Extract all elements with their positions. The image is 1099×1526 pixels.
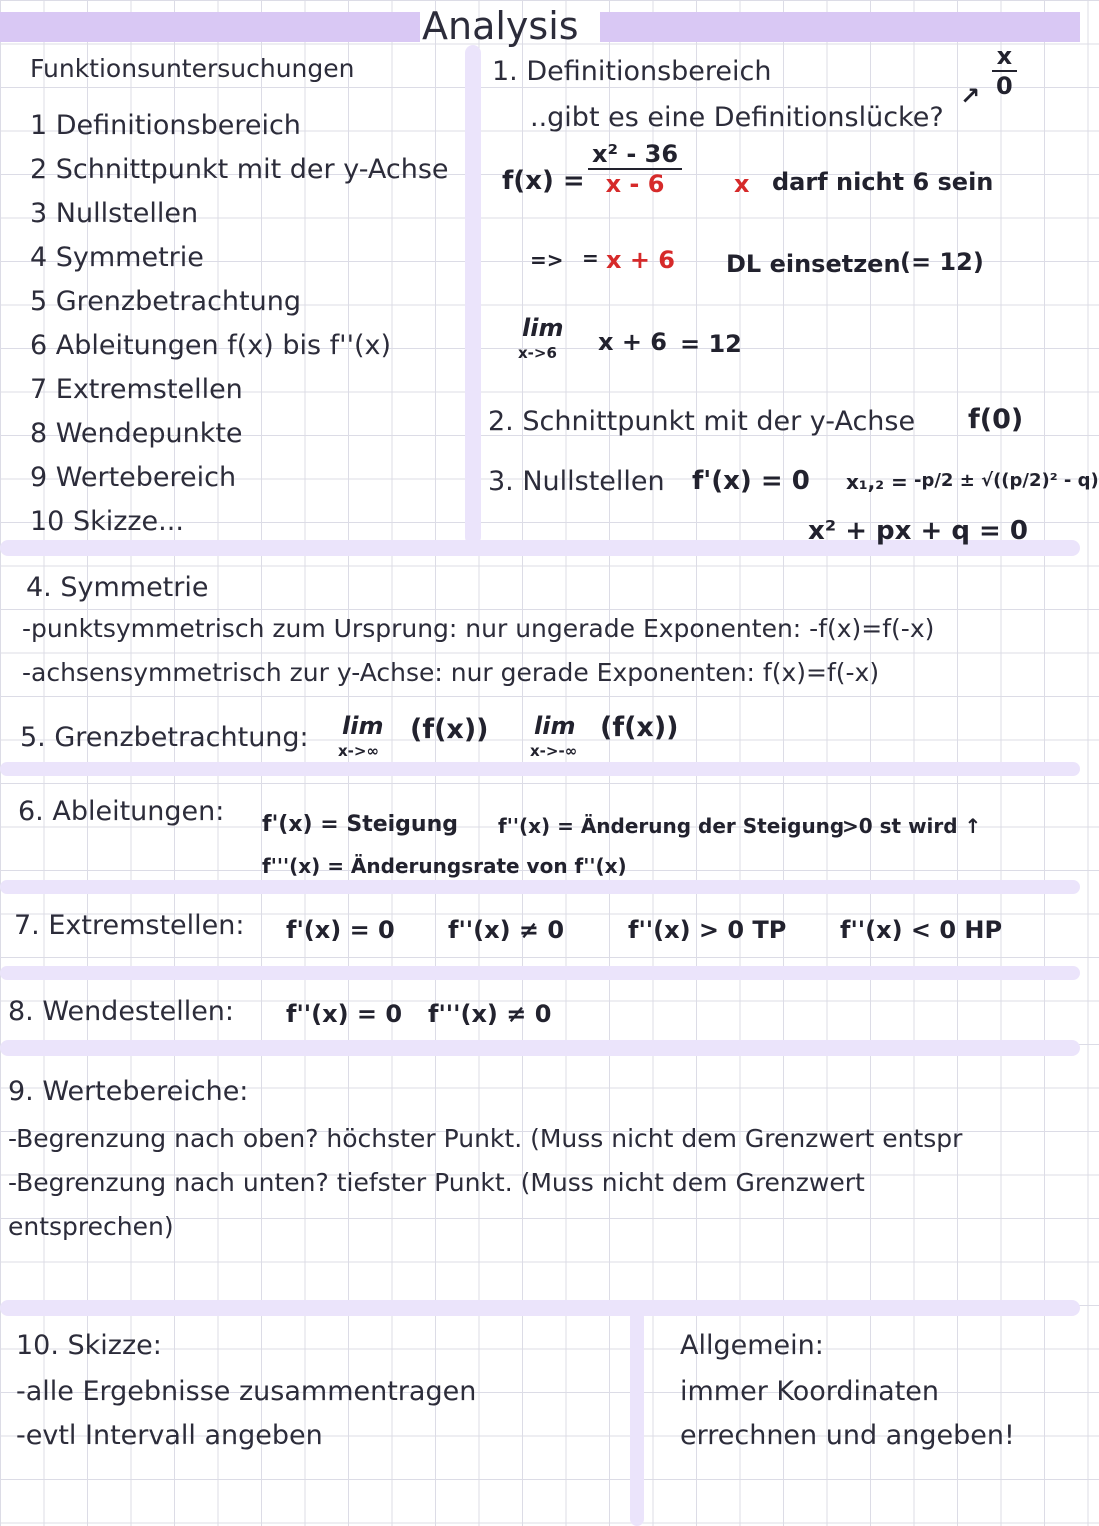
ableitung-second-note: >0 st wird ↑ <box>842 814 982 838</box>
allgemein-heading: Allgemein: <box>680 1330 824 1361</box>
list-item: 3 Nullstellen <box>30 198 199 229</box>
grenz-band <box>0 762 1080 776</box>
nullstellen-condition: f'(x) = 0 <box>692 466 810 496</box>
grenz-sub-1: x->∞ <box>338 742 379 760</box>
pq-rhs: -p/2 ± √((p/2)² - q) <box>914 470 1099 491</box>
extrem-cond-2: f''(x) ≠ 0 <box>448 916 565 944</box>
function-label: f(x) = <box>502 166 585 196</box>
extrem-heading: 7. Extremstellen: <box>14 910 245 941</box>
dl-einsetzen: DL einsetzen <box>726 250 901 278</box>
allgemein-line-1: immer Koordinaten <box>680 1376 940 1407</box>
grenz-sub-2: x->-∞ <box>530 742 578 760</box>
title-highlight-right <box>600 12 1080 42</box>
ableitungen-heading: 6. Ableitungen: <box>18 796 225 827</box>
list-item: 4 Symmetrie <box>30 242 204 273</box>
left-list-heading: Funktionsuntersuchungen <box>30 54 355 83</box>
werte-line-2: -Begrenzung nach unten? tiefster Punkt. (Muss nicht dem Grenzwert <box>8 1168 865 1197</box>
normal-form: x² + px + q = 0 <box>808 516 1028 546</box>
simplified-term: x + 6 <box>606 246 675 274</box>
list-item: 9 Wertebereich <box>30 462 237 493</box>
skizze-line-1: -alle Ergebnisse zusammentragen <box>16 1376 477 1407</box>
definition-question: ..gibt es eine Definitionslücke? <box>530 102 944 133</box>
wende-cond-1: f''(x) = 0 <box>286 1000 403 1028</box>
symmetrie-line-1: -punktsymmetrisch zum Ursprung: nur ungerade Exponenten: -f(x)=f(-x) <box>22 614 935 643</box>
divider-horizontal-2 <box>0 1040 1080 1056</box>
list-item: 8 Wendepunkte <box>30 418 243 449</box>
limit-expr: x + 6 <box>598 328 667 356</box>
schnittpunkt-formula: f(0) <box>968 404 1024 435</box>
corner-frac-den: 0 <box>996 72 1013 100</box>
list-item: 6 Ableitungen f(x) bis f''(x) <box>30 330 392 361</box>
numerator: x² - 36 <box>588 140 682 170</box>
x-mark: x <box>734 170 750 198</box>
limit-sub: x->6 <box>518 344 557 362</box>
equals-sign: = <box>582 246 599 270</box>
werte-line-1: -Begrenzung nach oben? höchster Punkt. (Muss nicht dem Grenzwert entspr <box>8 1124 963 1153</box>
wende-band <box>0 966 1080 980</box>
werte-line-3: entsprechen) <box>8 1212 174 1241</box>
ableitung-first: f'(x) = Steigung <box>262 812 459 837</box>
extrem-band <box>0 880 1080 894</box>
corner-fraction <box>992 42 1017 100</box>
pq-lhs: x₁,₂ = <box>846 470 908 494</box>
symmetrie-line-2: -achsensymmetrisch zur y-Achse: nur gerade Exponenten: f(x)=f(-x) <box>22 658 880 687</box>
divider-horizontal-3 <box>0 1300 1080 1316</box>
wende-cond-2: f'''(x) ≠ 0 <box>428 1000 552 1028</box>
grenz-lim-2: lim <box>534 712 576 740</box>
dl-result: (= 12) <box>900 248 984 276</box>
list-item: 7 Extremstellen <box>30 374 243 405</box>
allgemein-line-2: errechnen und angeben! <box>680 1420 1015 1451</box>
function-fraction <box>588 140 682 198</box>
definition-heading: 1. Definitionsbereich <box>492 56 772 87</box>
ableitung-second: f''(x) = Änderung der Steigung <box>498 814 845 838</box>
page-title: Analysis <box>422 4 579 48</box>
skizze-heading: 10. Skizze: <box>16 1330 162 1361</box>
grenz-lim-1: lim <box>342 712 384 740</box>
implies-arrow: => <box>530 248 564 272</box>
arrow-up-right-icon: ↗ <box>960 82 981 110</box>
corner-frac-num: x <box>992 42 1017 72</box>
list-item: 5 Grenzbetrachtung <box>30 286 301 317</box>
divider-vertical <box>465 45 481 545</box>
limit-label: lim <box>522 314 564 342</box>
extrem-cond-4: f''(x) < 0 HP <box>840 916 1003 944</box>
list-item: 2 Schnittpunkt mit der y-Achse <box>30 154 449 185</box>
list-item: 1 Definitionsbereich <box>30 110 301 141</box>
schnittpunkt-heading: 2. Schnittpunkt mit der y-Achse <box>488 406 916 437</box>
denominator: x - 6 <box>605 170 665 198</box>
limit-result: = 12 <box>680 330 742 358</box>
divider-vertical-bottom <box>630 1310 644 1526</box>
skizze-line-2: -evtl Intervall angeben <box>16 1420 323 1451</box>
wende-heading: 8. Wendestellen: <box>8 996 235 1027</box>
title-highlight-left <box>0 12 420 42</box>
extrem-cond-1: f'(x) = 0 <box>286 916 395 944</box>
grenz-expr-1: (f(x)) <box>410 714 489 745</box>
not-six-note: darf nicht 6 sein <box>772 168 994 196</box>
werte-heading: 9. Wertebereiche: <box>8 1076 249 1107</box>
list-item: 10 Skizze... <box>30 506 184 537</box>
symmetrie-heading: 4. Symmetrie <box>26 572 209 603</box>
grenz-heading: 5. Grenzbetrachtung: <box>20 722 309 753</box>
nullstellen-heading: 3. Nullstellen <box>488 466 665 497</box>
grenz-expr-2: (f(x)) <box>600 712 679 743</box>
ableitung-third: f'''(x) = Änderungsrate von f''(x) <box>262 854 627 878</box>
extrem-cond-3: f''(x) > 0 TP <box>628 916 787 944</box>
